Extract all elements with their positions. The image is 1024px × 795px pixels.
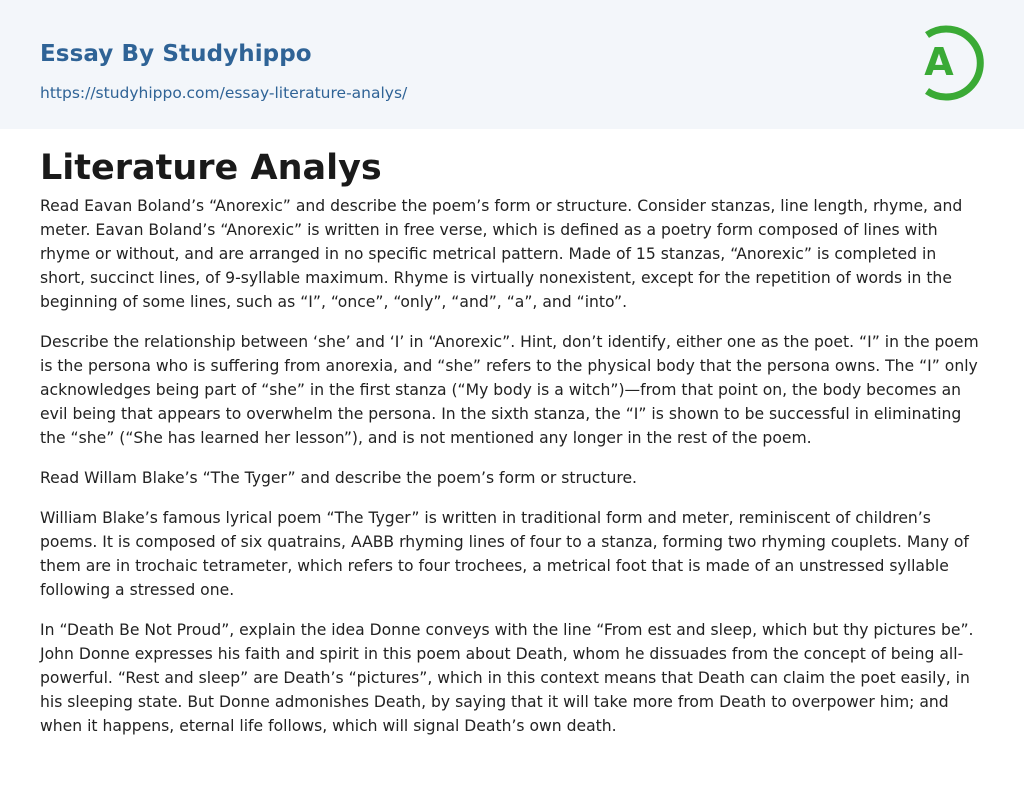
paragraph: William Blake’s famous lyrical poem “The Tyger” is written in traditional form and meter, reminiscent of children’s poems. It is composed of six quatrains, AABB rhyming lines of four to a stanza, forming two rhyming couplets. Many of them are in trochaic tetrameter, which refers to four trochees, a metrical foot that is made of an unstressed syllable following a stressed one. [40, 509, 969, 599]
studyhippo-logo-icon[interactable] [912, 20, 986, 106]
article-body [40, 194, 986, 754]
paragraph: Read Willam Blake’s “The Tyger” and describe the poem’s form or structure. [40, 469, 637, 487]
paragraph: Read Eavan Boland’s “Anorexic” and describe the poem’s form or structure. Consider stanzas, line length, rhyme, and meter. Eavan Boland’s “Anorexic” is written in free verse, which is defined as a poetry form composed of lines with rhyme or without, and are arranged in no specific metrical pattern. Made of 15 stanzas, “Anorexic” is completed in short, succinct lines, of 9-syllable maximum. Rhyme is virtually nonexistent, except for the repetition of words in the beginning of some lines, such as “I”, “once”, “only”, “and”, “a”, and “into”. [40, 197, 963, 311]
brand-title[interactable]: Essay By Studyhippo [40, 41, 312, 67]
essay-url-link[interactable]: https://studyhippo.com/essay-literature-analys/ [40, 84, 408, 102]
paragraph: In “Death Be Not Proud”, explain the idea Donne conveys with the line “From est and sleep, which but thy pictures be”. John Donne expresses his faith and spirit in this poem about Death, whom he dissuades from the concept of being all-powerful. “Rest and sleep” are Death’s “pictures”, which in this context means that Death can claim the poet easily, in his sleeping state. But Donne admonishes Death, by saying that it will take more from Death to overpower him; and when it happens, eternal life follows, which will signal Death’s own death. [40, 621, 974, 735]
paragraph: Describe the relationship between ‘she’ and ‘I’ in “Anorexic”. Hint, don’t identify, either one as the poet. “I” in the poem is the persona who is suffering from anorexia, and “she” refers to the physical body that the persona owns. The “I” only acknowledges being part of “she” in the first stanza (“My body is a witch”)—from that point on, the body becomes an evil being that appears to overwhelm the persona. In the sixth stanza, the “I” is shown to be successful in eliminating the “she” (“She has learned her lesson”), and is not mentioned any longer in the rest of the poem. [40, 333, 979, 447]
page-title: Literature Analys [40, 148, 382, 188]
logo-letter: A [924, 40, 954, 84]
